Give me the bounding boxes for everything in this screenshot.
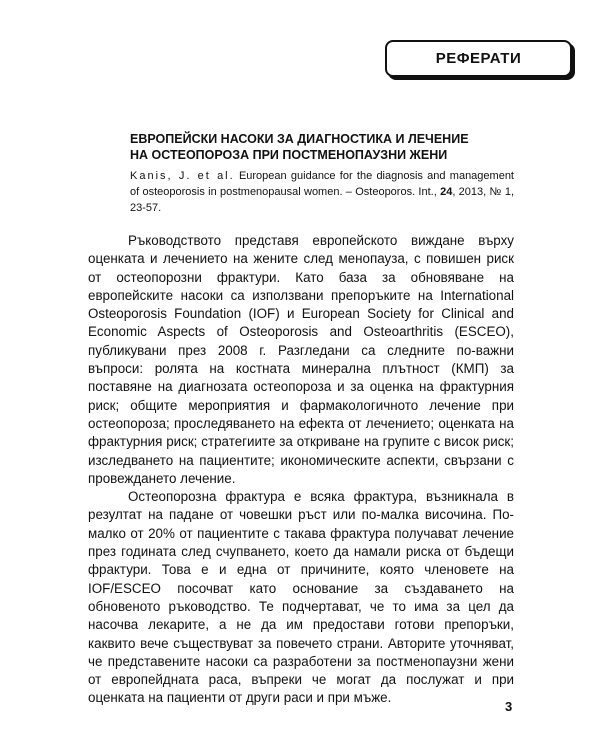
body-paragraph-2: Остеопорозна фрактура е всяка фрактура, възникнала в резултат на падане от човешки ръст или по-малка височина. По-малко от 20% от пациентите с такава фрактура получават лечение през годината след счупването, което да намали риска от бъдещи фрактури. Това е и една от причините, която членовете на IOF/ESCEO посочват като основание за създаването на обновеното ръководство. Те подчертават, че то има за цел да насочва лекарите, а не да им предостави готови препоръки, каквито вече съществуват за повечето страни. Авторите уточняват, че представените насоки са разработени за постменопаузни жени от европейдната раса, въпреки че могат да послужат и при оценката на пациенти от други раси и при мъже. [88, 489, 514, 706]
reference-text: European guidance for the diagnosis and management of osteoporosis in postmenopausal women. – Osteoporos. Int., [130, 170, 514, 198]
article-title-line-2: НА ОСТЕОПОРОЗА ПРИ ПОСТМЕНОПАУЗНИ ЖЕНИ [130, 148, 448, 162]
article-title [130, 131, 530, 163]
article-title-line-1: ЕВРОПЕЙСКИ НАСОКИ ЗА ДИАГНОСТИКА И ЛЕЧЕНИЕ [130, 132, 469, 146]
reference-authors: Kanis, J. et al. [130, 170, 235, 182]
reference-volume: 24 [440, 186, 453, 198]
section-label-box [385, 40, 572, 77]
article-body [88, 232, 514, 708]
body-paragraph-1: Ръководството представя европейското виждане върху оценката и лечението на жените след менопауза, с повишен риск от остеопорозни фрактури. Като база за обновяване на европейските насоки са използвани препоръките на International Osteoporosis Foundation (IOF) и European Society for Clinical and Economic Aspects of Osteoporosis and Osteoarthritis (ESCEO), публикувани през 2008 г. Разгледани са следните по-важни въпроси: ролята на костната минерална плътност (КМП) за поставяне на диагнозата остеопороза и за оценка на фрактурния риск; общите мероприятия и фармакологичното лечение при остеопороза; проследяването на ефекта от лечението; оценката на фрактурния риск; стратегиите за откриване на групите с висок риск; изследването на пациентите; икономическите аспекти, свързани с провеждането лечение. [88, 233, 514, 486]
reference-details: , 2013, № 1, 23-57. [130, 186, 515, 214]
article-reference [130, 168, 514, 216]
section-label: РЕФЕРАТИ [435, 50, 522, 67]
page-number: 3 [505, 699, 513, 714]
